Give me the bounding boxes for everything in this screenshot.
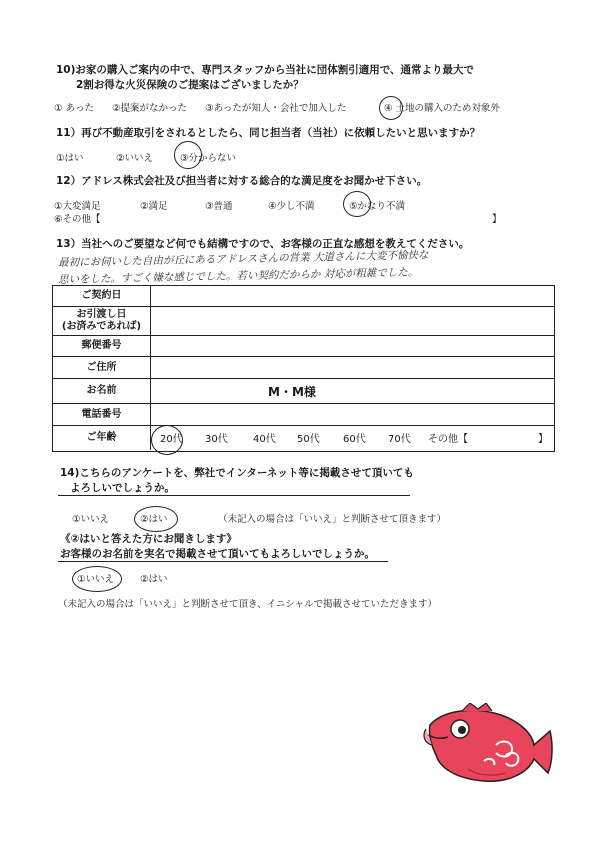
q10-option-3[interactable]: ③あったが知人・会社で加入した [205,103,347,114]
q14-sub-selection-circle [72,566,122,592]
q12-option-1[interactable]: ①大変満足 [54,201,101,212]
q13-answer-line1: 最初にお伺いした自由が丘にあるアドレスさんの営業 大道さんに大変不愉快な [57,249,429,269]
q12-other-label[interactable]: ⑥その他【 [54,214,101,225]
q12-other-close: 】 [492,214,502,225]
form-value[interactable] [150,307,554,335]
q14-sub-underline [58,561,388,562]
q11-option-2[interactable]: ②いいえ [116,153,154,164]
q14-option-2[interactable]: ②はい [140,514,168,525]
form-row-postal-code [53,336,554,357]
form-label: お名前 [53,379,151,403]
q14-sub-note: （未記入の場合は「いいえ」と判断させて頂き、イニシャルで掲載させていただきます） [58,599,438,610]
q14-line1: 14)こちらのアンケートを、弊社でインターネット等に掲載させて頂いても [60,467,414,479]
q12-selection-circle [343,191,371,217]
form-value[interactable] [150,286,554,306]
q10-selection-circle [379,96,403,120]
age-option-other-close: 】 [538,434,548,445]
age-selection-circle [151,425,183,455]
form-value[interactable] [150,404,554,425]
form-row-address [53,357,554,379]
q14-selection-circle [134,506,178,532]
q14-sub2: お客様のお名前を実名で掲載させて頂いてもよろしいでしょうか。 [60,548,375,560]
form-value-name[interactable]: M・M様 [268,384,316,399]
age-option-40s[interactable]: 40代 [253,434,276,445]
q11-selection-circle [174,141,202,169]
form-value-age [150,426,554,450]
form-value[interactable] [150,357,554,378]
form-value[interactable] [150,336,554,356]
q14-sub-option-2[interactable]: ②はい [140,574,168,585]
age-option-other[interactable]: その他【 [428,434,468,445]
q12-question: 12）アドレス株式会社及び担当者に対する総合的な満足度をお聞かせ下さい。 [56,175,428,187]
q10-line1: 10)お家の購入ご案内の中で、専門スタッフから当社に団体割引適用で、通常より最大で [56,64,474,76]
q10-option-2[interactable]: ②提案がなかった [112,103,188,114]
form-label: ご契約日 [53,286,151,306]
q12-option-2[interactable]: ②満足 [140,201,168,212]
q12-option-4[interactable]: ④少し不満 [268,201,315,212]
q14-sub1: 《②はいと答えた方にお聞きします》 [60,533,237,545]
form-row-name [53,379,554,404]
form-label: ご住所 [53,357,151,378]
customer-info-table [52,285,555,452]
q11-option-3[interactable]: ③分からない [180,153,237,164]
form-row-phone [53,404,554,426]
age-option-50s[interactable]: 50代 [297,434,320,445]
form-label: 電話番号 [53,404,151,425]
form-row-contract-date [53,286,554,307]
age-option-60s[interactable]: 60代 [343,434,366,445]
q14-note: （未記入の場合は「いいえ」と判断させて頂きます） [218,514,447,525]
form-label: お引渡し日 (お済みであれば) [53,307,151,335]
form-label: 郵便番号 [53,336,151,356]
form-label: ご年齢 [53,426,151,450]
form-row-age [53,426,554,450]
q14-sub-option-1[interactable]: ①いいえ [77,574,115,585]
q14-underline [58,495,410,496]
q14-option-1[interactable]: ①いいえ [72,514,110,525]
q10-line2: 2割お得な火災保険のご提案はございましたか？ [76,79,304,91]
form-row-delivery-date [53,307,554,336]
q14-line2: よろしいでしょうか。 [70,482,175,494]
q10-option-4[interactable]: ④ 土地の購入のため対象外 [384,103,501,114]
age-option-20s[interactable]: 20代 [160,434,183,445]
age-option-30s[interactable]: 30代 [205,434,228,445]
q12-option-3[interactable]: ③普通 [205,201,233,212]
q12-option-5[interactable]: ⑤かなり不満 [349,201,406,212]
q11-option-1[interactable]: ①はい [56,153,84,164]
age-option-70s[interactable]: 70代 [388,434,411,445]
q11-question: 11）再び不動産取引をされるとしたら、同じ担当者（当社）に依頼したいと思いますか？ [56,127,481,139]
q10-option-1[interactable]: ① あった [54,103,94,114]
q13-answer-line2: 思いをした。すごく嫌な感じでした。若い契約だからか 対応が粗雑でした。 [57,266,419,286]
sea-bream-fish-icon [422,703,557,788]
q13-question: 13）当社へのご要望など何でも結構ですので、お客様の正直な感想を教えてください。 [56,238,470,250]
